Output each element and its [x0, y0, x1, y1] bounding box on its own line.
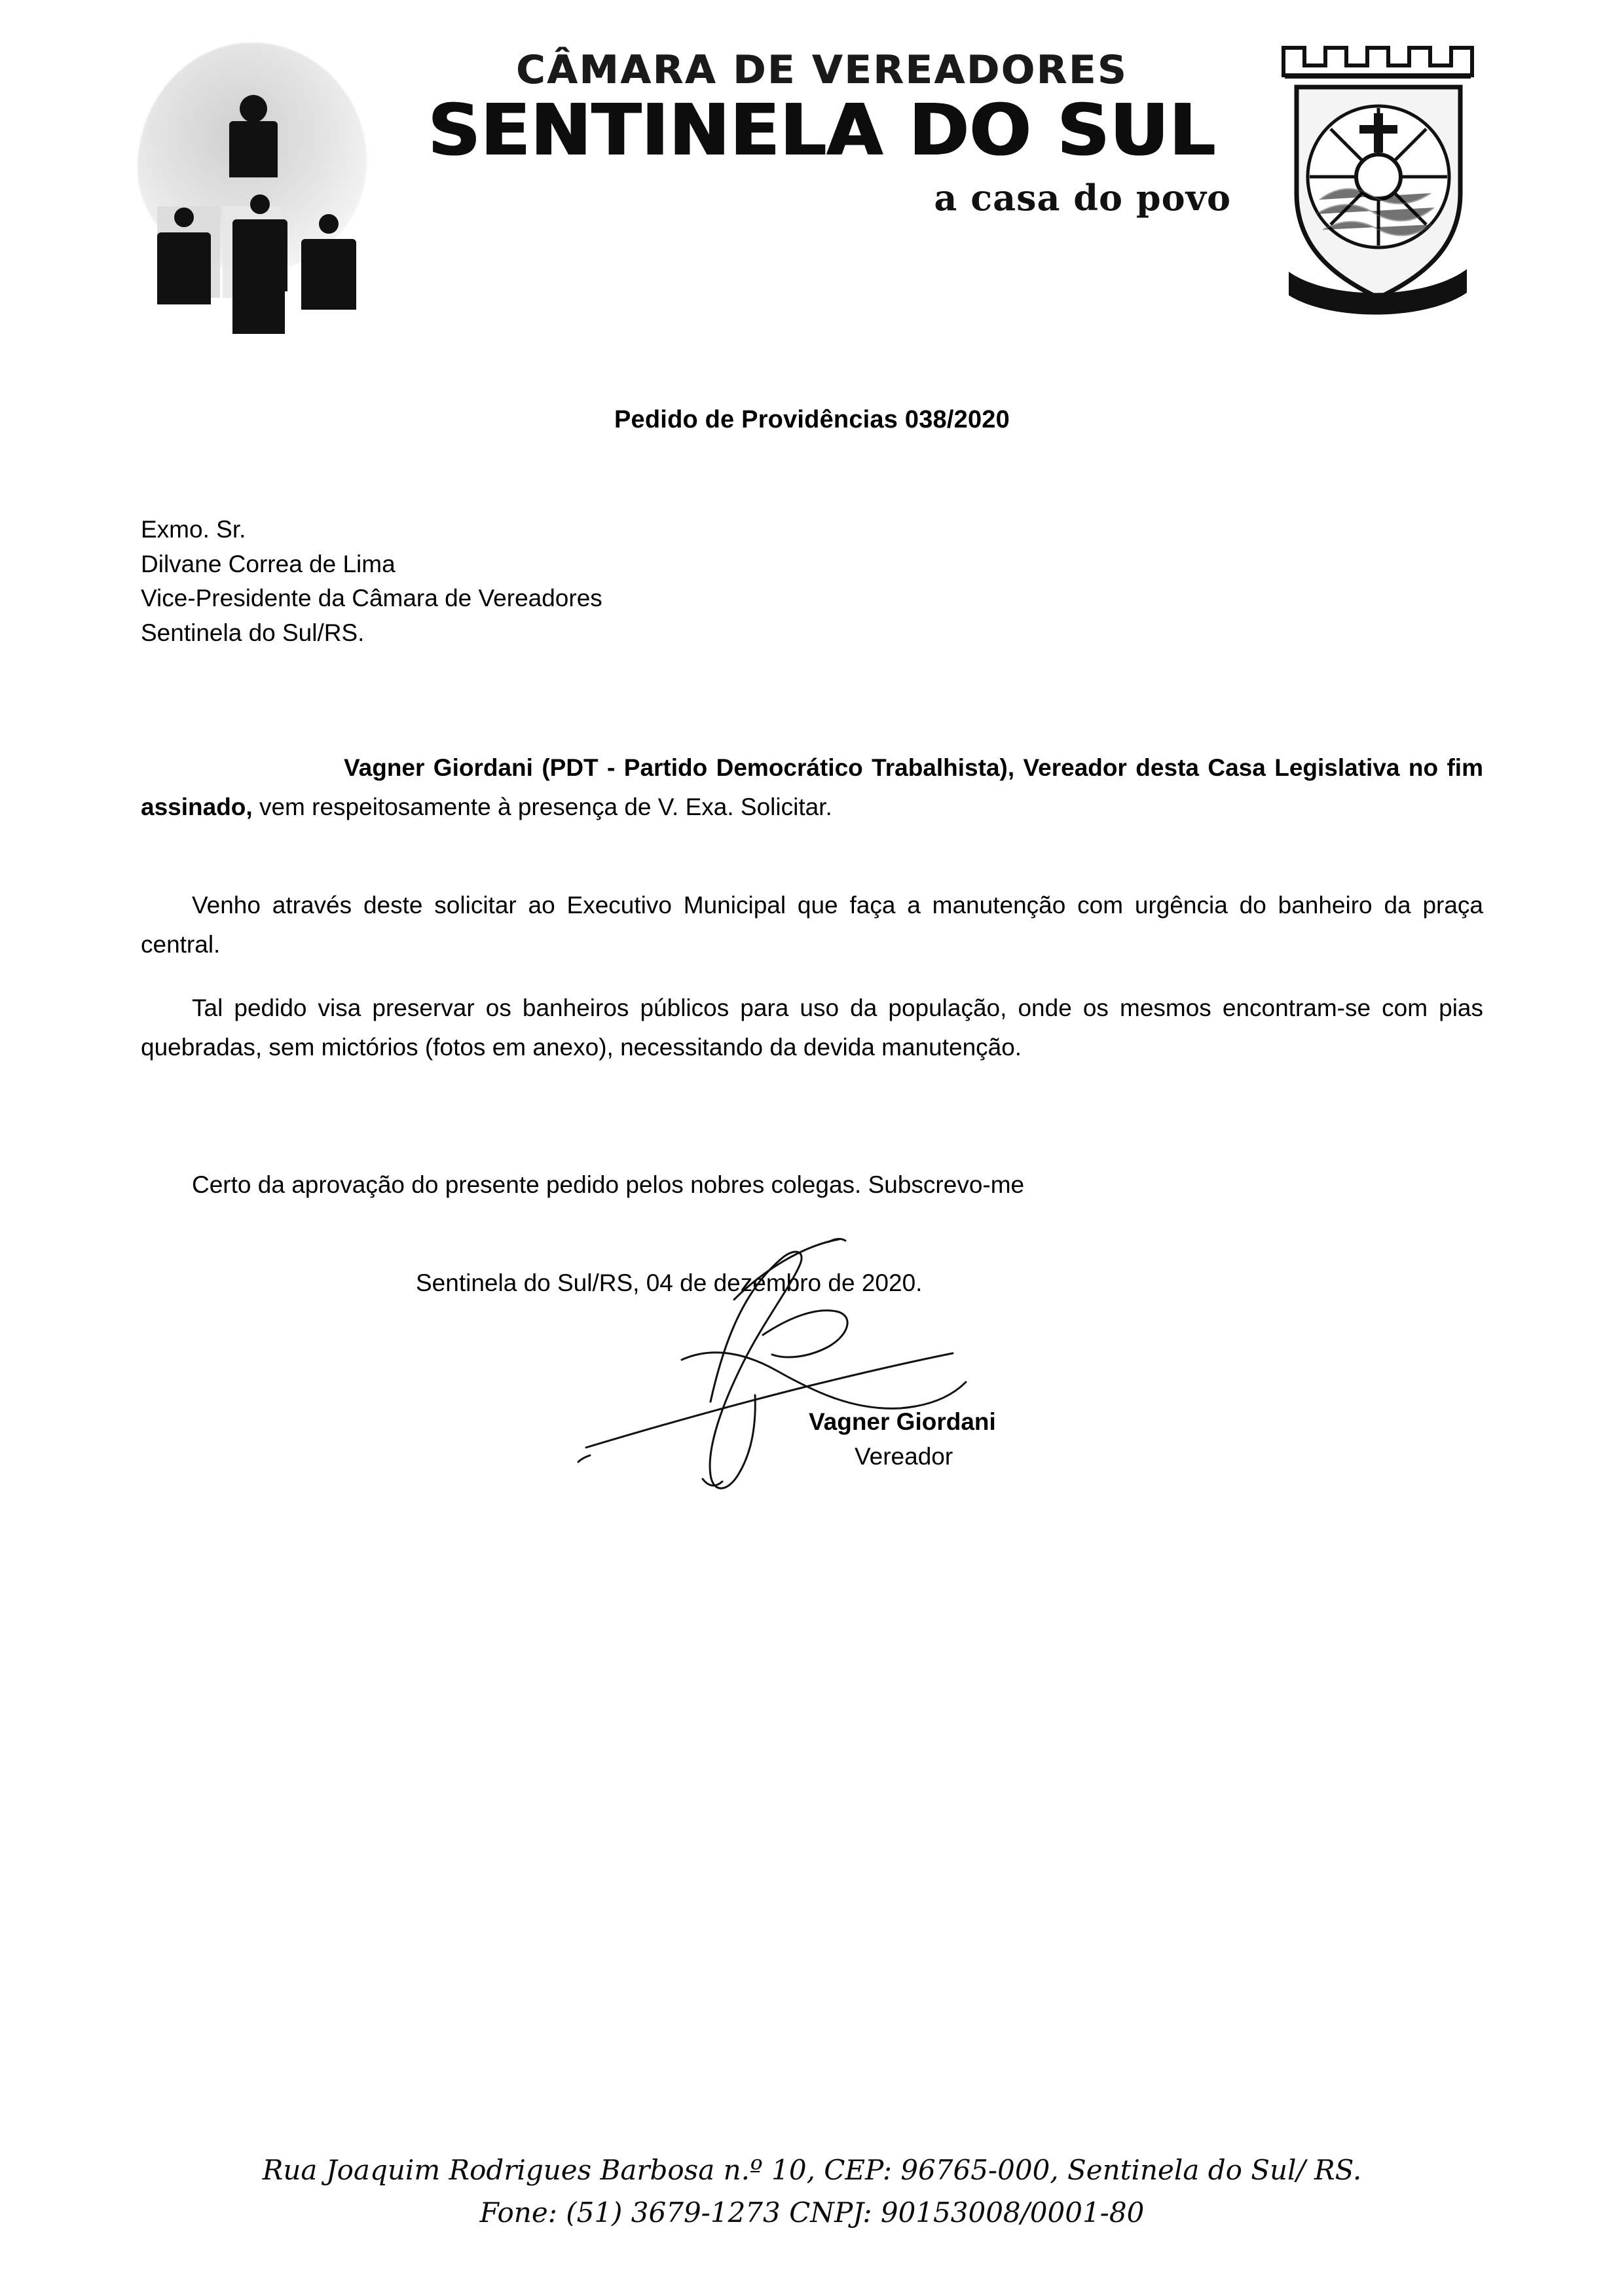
letterhead-slogan: a casa do povo [934, 177, 1231, 219]
letterhead-titles [373, 36, 1270, 219]
letterhead [0, 0, 1624, 354]
opening-paragraph [141, 748, 1483, 827]
footer-address: Rua Joaquim Rodrigues Barbosa n.º 10, CEP: 96765-000, Sentinela do Sul/ RS. [262, 2153, 1362, 2186]
request-paragraph-2: Tal pedido visa preservar os banheiros públicos para uso da população, onde os mesmos encontram-se com pias quebradas, sem mictórios (fotos em anexo), necessitando da devida manutenção. [141, 994, 1483, 1061]
letterhead-line-2: SENTINELA DO SUL [428, 90, 1216, 172]
addressee-line-2: Dilvane Correa de Lima [141, 550, 396, 577]
figure-top [229, 121, 278, 177]
signature-name: Vagner Giordani [809, 1408, 996, 1435]
letterhead-line-1: CÂMARA DE VEREADORES [515, 47, 1128, 93]
municipal-coat-of-arms [1270, 36, 1506, 331]
figure-left [157, 232, 211, 304]
signature-block [141, 1303, 1483, 1520]
opening-bold-text: Vagner Giordani (PDT - Partido Democrático Trabalhista), Vereador desta Casa Legislativa no fim assinado, [141, 754, 1483, 821]
addressee-line-1: Exmo. Sr. [141, 516, 246, 543]
closing-paragraph: Certo da aprovação do presente pedido pelos nobres colegas. Subscrevo-me [192, 1171, 1025, 1198]
opening-rest-text: vem respeitosamente à presença de V. Exa. Solicitar. [252, 793, 832, 821]
footer [0, 2149, 1624, 2234]
request-paragraph-1: Venho através deste solicitar ao Executivo Municipal que faça a manutenção com urgência do banheiro da praça central. [141, 892, 1483, 958]
addressee-line-3: Vice-Presidente da Câmara de Vereadores [141, 585, 602, 612]
signature-role: Vereador [855, 1442, 953, 1470]
place-and-date: Sentinela do Sul/RS, 04 de dezembro de 2020. [416, 1269, 923, 1296]
figure-center-low [232, 268, 285, 334]
figure-right [301, 239, 356, 310]
page-title: Pedido de Providências 038/2020 [614, 406, 1010, 433]
document-body [0, 513, 1624, 1520]
addressee-line-4: Sentinela do Sul/RS. [141, 619, 365, 646]
footer-contact: Fone: (51) 3679-1273 CNPJ: 90153008/0001-80 [479, 2196, 1145, 2229]
addressee-block [141, 513, 1483, 650]
people-group-logo [118, 43, 373, 337]
